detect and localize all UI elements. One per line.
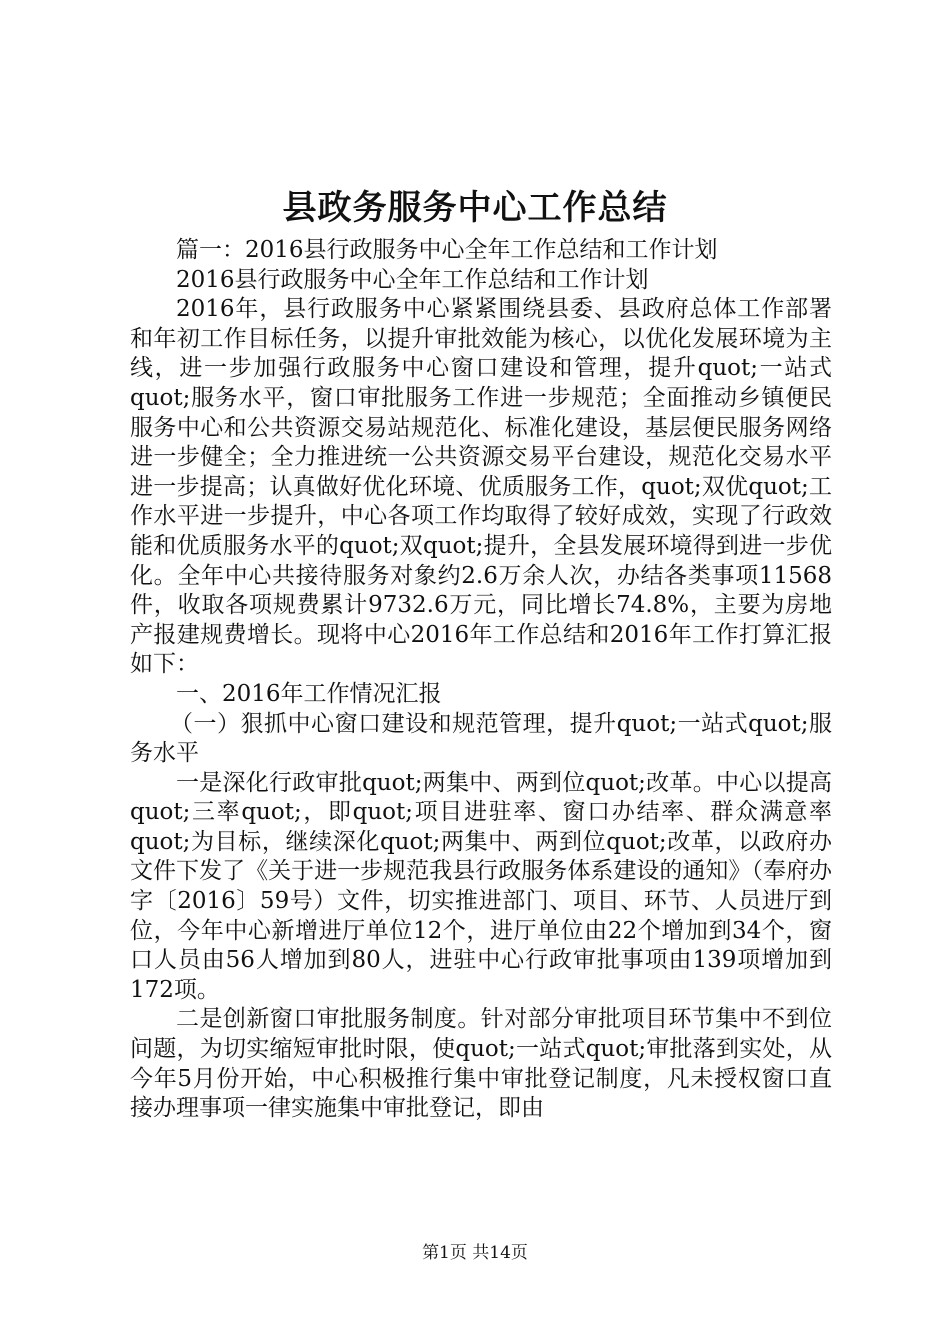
paragraph-heading-1: 篇一：2016县行政服务中心全年工作总结和工作计划	[176, 237, 718, 263]
document-body	[130, 236, 832, 1124]
paragraph-item-1: 一是深化行政审批quot;两集中、两到位quot;改革。中心以提高quot;三率quot;，即quot;项目进驻率、窗口办结率、群众满意率quot;为目标，继续深化quot;两集中、两到位quot;改革，以政府办文件下发了《关于进一步规范我县行政服务体系建设的通知》（奉府办字〔2016〕59号）文件，切实推进部门、项目、环节、人员进厅到位，今年中心新增进厅单位12个，进厅单位由22个增加到34个，窗口人员由56人增加到80人，进驻中心行政审批事项由139项增加到172项。	[130, 769, 832, 1003]
paragraph-item-2: 二是创新窗口审批服务制度。针对部分审批项目环节集中不到位问题，为切实缩短审批时限，使quot;一站式quot;审批落到实处，从今年5月份开始，中心积极推行集中审批登记制度，凡未授权窗口直接办理事项一律实施集中审批登记，即由	[130, 1006, 832, 1122]
page-footer: 第1页 共14页	[422, 1243, 528, 1263]
paragraph-intro: 2016年，县行政服务中心紧紧围绕县委、县政府总体工作部署和年初工作目标任务，以提升审批效能为核心，以优化发展环境为主线，进一步加强行政服务中心窗口建设和管理，提升quot;一站式quot;服务水平，窗口审批服务工作进一步规范；全面推动乡镇便民服务中心和公共资源交易站规范化、标准化建设，基层便民服务网络进一步健全；全力推进统一公共资源交易平台建设，规范化交易水平进一步提高；认真做好优化环境、优质服务工作，quot;双优quot;工作水平进一步提升，中心各项工作均取得了较好成效，实现了行政效能和优质服务水平的quot;双quot;提升，全县发展环境得到进一步优化。全年中心共接待服务对象约2.6万余人次，办结各类事项11568件，收取各项规费累计9732.6万元，同比增长74.8%，主要为房地产报建规费增长。现将中心2016年工作总结和2016年工作打算汇报如下：	[130, 296, 833, 678]
subsection-heading: （一）狠抓中心窗口建设和规范管理，提升quot;一站式quot;服务水平	[130, 710, 832, 767]
section-heading: 一、2016年工作情况汇报	[176, 680, 442, 707]
paragraph-heading-2: 2016县行政服务中心全年工作总结和工作计划	[176, 266, 649, 293]
document-title: 县政务服务中心工作总结	[282, 188, 668, 228]
